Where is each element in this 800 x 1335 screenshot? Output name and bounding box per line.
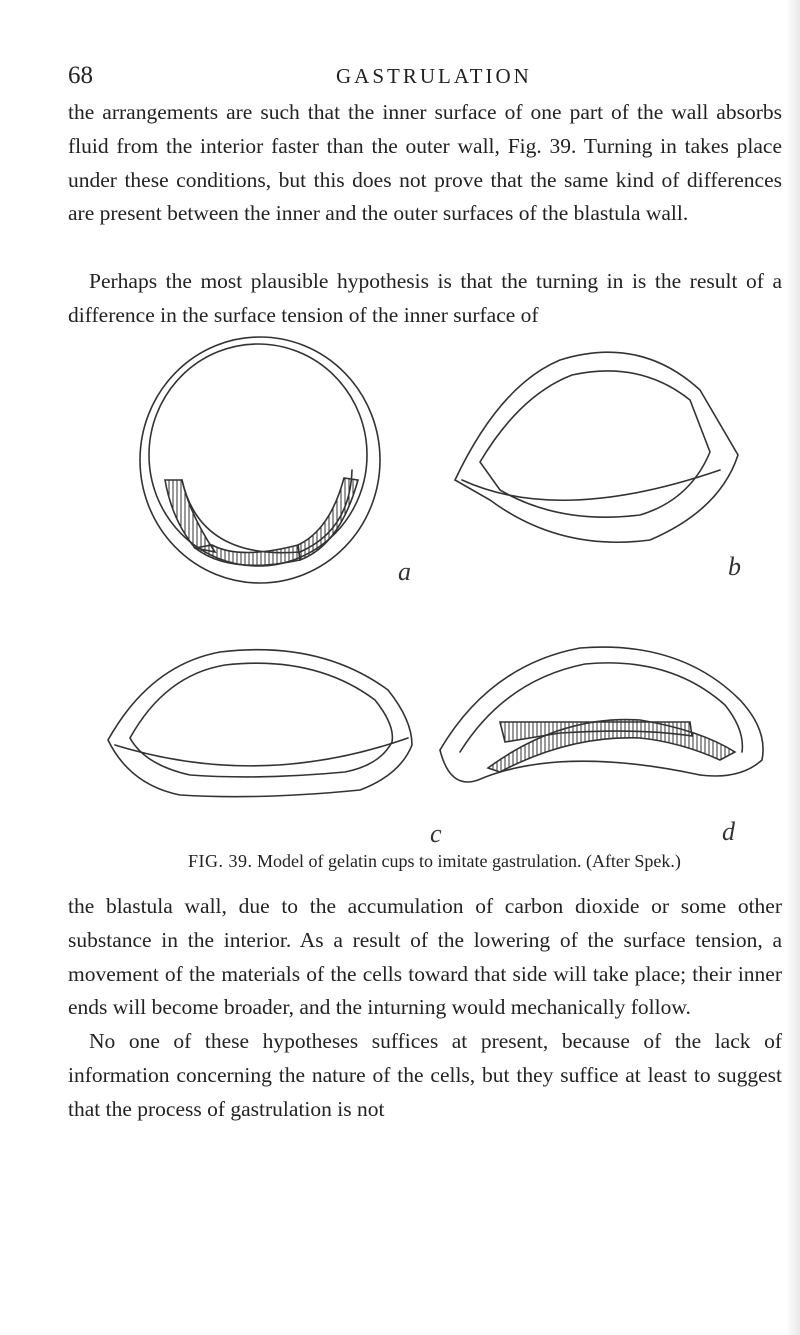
- paragraph-4: No one of these hypotheses suffices at present, because of the lack of information concerning the nature of the cells, but they suffice at least to suggest that the process of gastrulation is not: [68, 1029, 782, 1121]
- panel-d-drawing: [440, 647, 763, 782]
- figure-caption-text: Model of gelatin cups to imitate gastrulation. (After Spek.): [257, 851, 681, 871]
- running-title: GASTRULATION: [336, 64, 532, 88]
- page-number: 68: [68, 62, 93, 89]
- panel-a-drawing: [140, 337, 380, 583]
- panel-c-drawing: [108, 650, 412, 797]
- paragraph-1: the arrangements are such that the inner surface of one part of the wall absorbs fluid from the interior faster than the outer wall, Fig. 39. Turning in takes place under these conditions, but this does not prove that the same kind of differences are present between the inner and the outer surfaces of the blastula wall.: [68, 100, 782, 226]
- figure-39: [0, 335, 800, 855]
- panel-label-c: c: [430, 819, 442, 848]
- gelatin-cups-illustration: [0, 335, 800, 855]
- page-header: [68, 58, 782, 98]
- paragraph-3: the blastula wall, due to the accumulation of carbon dioxide or some other substance in the interior. As a result of the lowering of the surface tension, a movement of the materials of the cells toward that side will take place; their inner ends will become broader, and the inturning would mechanically follow.: [68, 894, 782, 1020]
- panel-label-a: a: [398, 557, 411, 586]
- panel-label-d: d: [722, 817, 735, 846]
- panel-b-drawing: [455, 352, 738, 542]
- panel-label-b: b: [728, 552, 741, 581]
- paragraph-2: Perhaps the most plausible hypothesis is that the turning in is the result of a difference in the surface tension of the inner surface of: [68, 269, 782, 327]
- figure-caption-label: FIG. 39.: [188, 851, 253, 871]
- figure-caption: [188, 848, 788, 874]
